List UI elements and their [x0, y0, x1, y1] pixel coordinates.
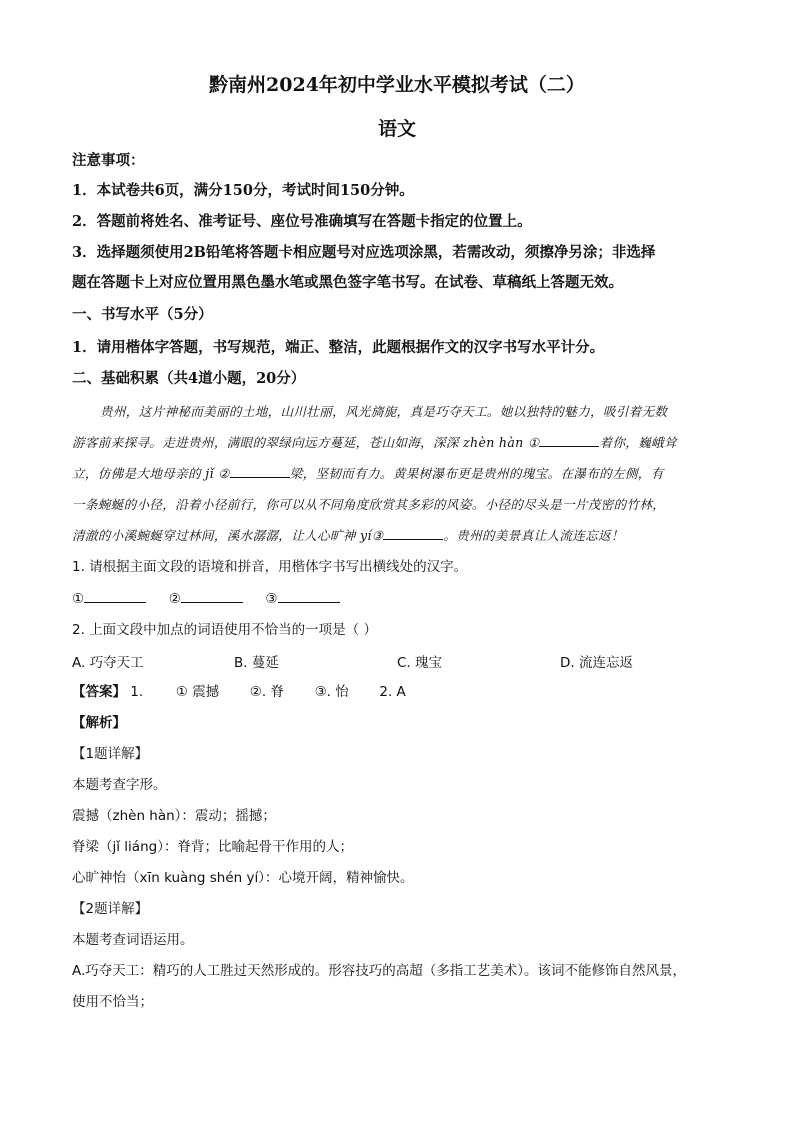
notice-item-3-cont: 题在答题卡上对应位置用黑色墨水笔或黑色签字笔书写。在试卷、草稿纸上答题无效。 [72, 274, 623, 291]
notice-item-1: 1．本试卷共6页，满分150分，考试时间150分钟。 [72, 182, 414, 199]
answer-blank-2[interactable] [181, 588, 243, 603]
option-d[interactable]: D. 流连忘返 [560, 655, 633, 671]
blank-2[interactable] [230, 463, 290, 478]
blank-1[interactable] [539, 432, 599, 447]
analysis-1-intro: 本题考查字形。 [72, 777, 167, 793]
passage-line-1: 贵州，这片神秘而美丽的土地，山川壮丽，风光旖旎，真是巧夺天工。她以独特的魅力，吸引着无数 [100, 404, 668, 419]
answer-line: 【答案】 1. ① 震撼 ②. 脊 ③. 怡 2. A [72, 684, 406, 700]
option-b[interactable]: B. 蔓延 [234, 655, 279, 671]
analysis-2-intro: 本题考查词语运用。 [72, 932, 194, 948]
answer-blank-1[interactable] [84, 588, 146, 603]
passage-line-2: 游客前来探寻。走进贵州，满眼的翠绿向远方蔓延，苍山如海，深深 zhèn hàn ① 着你，巍峨耸 [72, 432, 722, 451]
notice-heading: 注意事项： [72, 152, 145, 169]
notice-item-3: 3．选择题须使用2B铅笔将答题卡相应题号对应选项涂黑，若需改动，须擦净另涂；非选择 [72, 244, 656, 261]
option-a[interactable]: A. 巧夺天工 [72, 655, 144, 671]
passage-line-4: 一条蜿蜒的小径，沿着小径前行，你可以从不同角度欣赏其多彩的风姿。小径的尽头是一片茂密的竹林， [72, 497, 666, 512]
question-2: 2. 上面文段中加点的词语使用不恰当的一项是（ ） [72, 622, 377, 638]
blank-3[interactable] [383, 525, 443, 540]
analysis-1-heading: 【1题详解】 [72, 746, 149, 762]
notice-item-2: 2．答题前将姓名、准考证号、座位号准确填写在答题卡指定的位置上。 [72, 213, 532, 230]
analysis-2-line-1: A.巧夺天工：精巧的人工胜过天然形成的。形容技巧的高超（多指工艺美术）。该词不能修饰自然风景， [72, 963, 687, 979]
analysis-2-line-2: 使用不恰当； [72, 994, 153, 1010]
section1-item: 1．请用楷体字答题，书写规范，端正、整洁，此题根据作文的汉字书写水平计分。 [72, 339, 605, 356]
section2-heading: 二、基础积累（共4道小题，20分） [72, 370, 306, 387]
answer-blank-3[interactable] [278, 588, 340, 603]
passage-line-3: 立，仿佛是大地母亲的 jǐ ② 梁，坚韧而有力。黄果树瀑布更是贵州的瑰宝。在瀑布的左侧，有 [72, 463, 722, 482]
analysis-2-heading: 【2题详解】 [72, 901, 149, 917]
section1-heading: 一、书写水平（5分） [72, 306, 213, 323]
analysis-1-line-1: 震撼（zhèn hàn）：震动；摇撼； [72, 808, 276, 824]
subject-title: 语文 [377, 118, 416, 140]
exam-title: 黔南州2024年初中学业水平模拟考试（二） [209, 74, 585, 96]
question-1-blanks: ① ② ③ [72, 588, 340, 609]
passage-line-5: 清澈的小溪蜿蜒穿过林间，溪水潺潺，让人心旷神 yí③ 。贵州的美景真让人流连忘返！ [72, 525, 722, 544]
analysis-1-line-3: 心旷神怡（xīn kuàng shén yí）：心境开阔，精神愉快。 [72, 870, 414, 886]
option-c[interactable]: C. 瑰宝 [397, 655, 443, 671]
question-1: 1. 请根据主面文段的语境和拼音，用楷体字书写出横线处的汉字。 [72, 559, 468, 575]
analysis-1-line-2: 脊梁（jǐ liáng）：脊背；比喻起骨干作用的人； [72, 839, 353, 855]
analysis-tag: 【解析】 [72, 715, 126, 731]
